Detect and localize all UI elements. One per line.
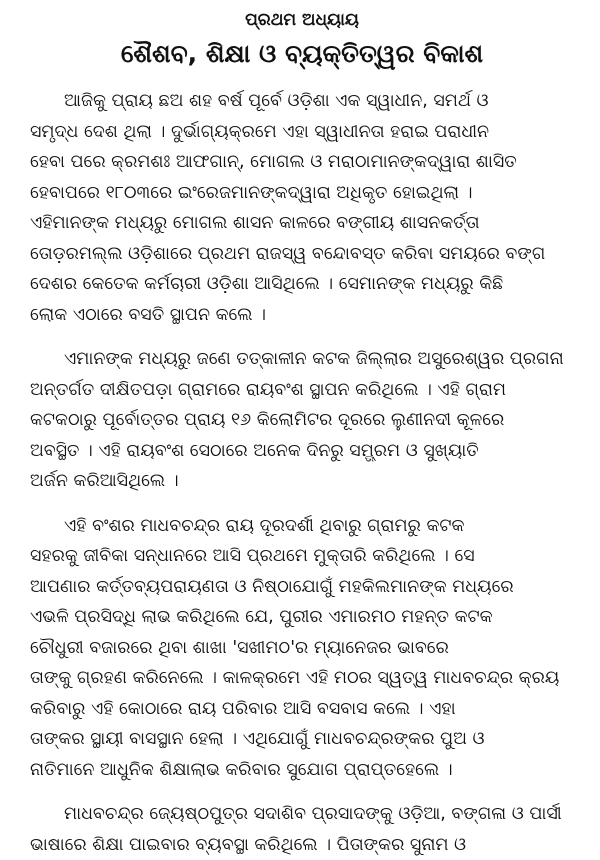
- text-line: ଭାଷାରେ ଶିକ୍ଷା ପାଇବାର ବ୍ୟବସ୍ଥା କରିଥିଲେ । ପିତାଙ୍କର ସୁନାମ ଓ: [30, 830, 574, 860]
- text-line: ମାଧବଚନ୍ଦ୍ର ଜ୍ୟେଷ୍ଠପୁତ୍ର ସଦାଶିବ ପ୍ରସାଦଙ୍କୁ ଓଡ଼ିଆ, ବଙ୍ଗଳା ଓ ପାର୍ସୀ: [30, 799, 574, 830]
- text-line: ସହରକୁ ଜୀବିକା ସନ୍ଧାନରେ ଆସି ପ୍ରଥମେ ମୁକ୍ତାରି କରିଥିଲେ । ସେ: [30, 541, 574, 572]
- text-line: କଟକଠାରୁ ପୂର୍ବୋତ୍ତର ପ୍ରାୟ ୧୬ କିଲୋମିଟର ଦୂରରେ ଲୁଣୀନଦୀ କୂଳରେ: [30, 405, 574, 436]
- text-line: ଆପଣାର କର୍ତ୍ତବ୍ୟପରାୟଣତା ଓ ନିଷ୍ଠାଯୋଗୁଁ ମହକିଲମାନଙ୍କ ମଧ୍ୟରେ: [30, 572, 574, 603]
- text-line: କରିବାରୁ ଏହି କୋଠାରେ ରାୟ ପରିବାର ଆସି ବସବାସ କଲେ । ଏହା: [30, 694, 574, 725]
- text-line: ଏହି ବଂଶର ମାଧବଚନ୍ଦ୍ର ରାୟ ଦୂରଦର୍ଶୀ ଥିବାରୁ ଗ୍ରାମରୁ କଟକ: [30, 511, 574, 542]
- chapter-label: ପ୍ରଥମ ଅଧ୍ୟାୟ: [30, 8, 574, 32]
- text-line: ତାଙ୍କୁ ଗ୍ରହଣ କରିନେଲେ । କାଳକ୍ରମେ ଏହି ମଠର ସ୍ୱତ୍ୱ ମାଧବଚନ୍ଦ୍ର କ୍ରୟ: [30, 663, 574, 694]
- text-line: ଏଭଳି ପ୍ରସିଦ୍ଧି ଲାଭ କରିଥିଲେ ଯେ, ପୁରୀର ଏମାରମଠ ମହନ୍ତ କଟକ: [30, 602, 574, 633]
- text-line: ଅର୍ଜନ କରିଆସିଥିଲେ ।: [30, 466, 574, 497]
- text-line: ତାଙ୍କର ସ୍ଥାୟୀ ବାସସ୍ଥାନ ହେଲା । ଏଥିଯୋଗୁଁ ମାଧବଚନ୍ଦ୍ରଙ୍କର ପୁଅ ଓ: [30, 724, 574, 755]
- text-line: ହେବାପରେ ୧୮୦୩ରେ ଇଂରେଜମାନଙ୍କଦ୍ୱାରା ଅଧିକୃତ ହୋଇଥିଲା ।: [30, 178, 574, 209]
- paragraph-2: [30, 344, 574, 497]
- paragraph-4: [30, 799, 574, 860]
- text-line: ଏମାନଙ୍କ ମଧ୍ୟରୁ ଜଣେ ତତ୍କାଳୀନ କଟକ ଜିଲ୍ଲାର ଅସୁରେଶ୍ୱର ପ୍ରଗନା: [30, 344, 574, 375]
- text-line: ଚୌଧୁରୀ ବଜାରରେ ଥିବା ଶାଖା 'ସଖୀମଠ'ର ମ୍ୟାନେଜର ଭାବରେ: [30, 633, 574, 664]
- text-line: ନାତିମାନେ ଆଧୁନିକ ଶିକ୍ଷାଲାଭ କରିବାର ସୁଯୋଗ ପ୍ରାପ୍ତହେଲେ ।: [30, 755, 574, 786]
- text-line: ତୋଡ଼ରମଲ୍ଲ ଓଡ଼ିଶାରେ ପ୍ରଥମ ରାଜସ୍ୱ ବନ୍ଦୋବସ୍ତ କରିବା ସମୟରେ ବଙ୍ଗ: [30, 239, 574, 270]
- text-line: ହେବା ପରେ କ୍ରମଶଃ ଆଫଗାନ୍, ମୋଗଲ ଓ ମରାଠାମାନଙ୍କଦ୍ୱାରା ଶାସିତ: [30, 147, 574, 178]
- text-line: ଅବସ୍ଥିତ । ଏହି ରାୟବଂଶ ସେଠାରେ ଅନେକ ଦିନରୁ ସମ୍ଭ୍ରମ ଓ ସୁଖ୍ୟାତି: [30, 436, 574, 467]
- paragraph-1: [30, 86, 574, 330]
- text-line: ଆଜିକୁ ପ୍ରାୟ ଛଅ ଶହ ବର୍ଷ ପୂର୍ବେ ଓଡ଼ିଶା ଏକ ସ୍ୱାଧୀନ, ସମର୍ଥ ଓ: [30, 86, 574, 117]
- text-line: ଅନ୍ତର୍ଗତ ଦୀକ୍ଷିତପଡ଼ା ଗ୍ରାମରେ ରାୟବଂଶ ସ୍ଥାପନ କରିଥିଲେ । ଏହି ଗ୍ରାମ: [30, 375, 574, 406]
- text-line: ଦେଶର କେତେକ କର୍ମଚାରୀ ଓଡ଼ିଶା ଆସିଥିଲେ । ସେମାନଙ୍କ ମଧ୍ୟରୁ କିଛି: [30, 269, 574, 300]
- text-line: ଲୋକ ଏଠାରେ ବସତି ସ୍ଥାପନ କଲେ ।: [30, 300, 574, 331]
- paragraph-3: [30, 511, 574, 786]
- text-line: ସମୃଦ୍ଧ ଦେଶ ଥିଲା । ଦୁର୍ଭାଗ୍ୟକ୍ରମେ ଏହା ସ୍ୱାଧୀନତା ହରାଇ ପରାଧୀନ: [30, 117, 574, 148]
- chapter-title: ଶୈଶବ, ଶିକ୍ଷା ଓ ବ୍ୟକ୍ତିତ୍ୱର ବିକାଶ: [30, 36, 574, 72]
- text-line: ଏହିମାନଙ୍କ ମଧ୍ୟରୁ ମୋଗଲ ଶାସନ କାଳରେ ବଙ୍ଗୀୟ ଶାସନକର୍ତ୍ତା: [30, 208, 574, 239]
